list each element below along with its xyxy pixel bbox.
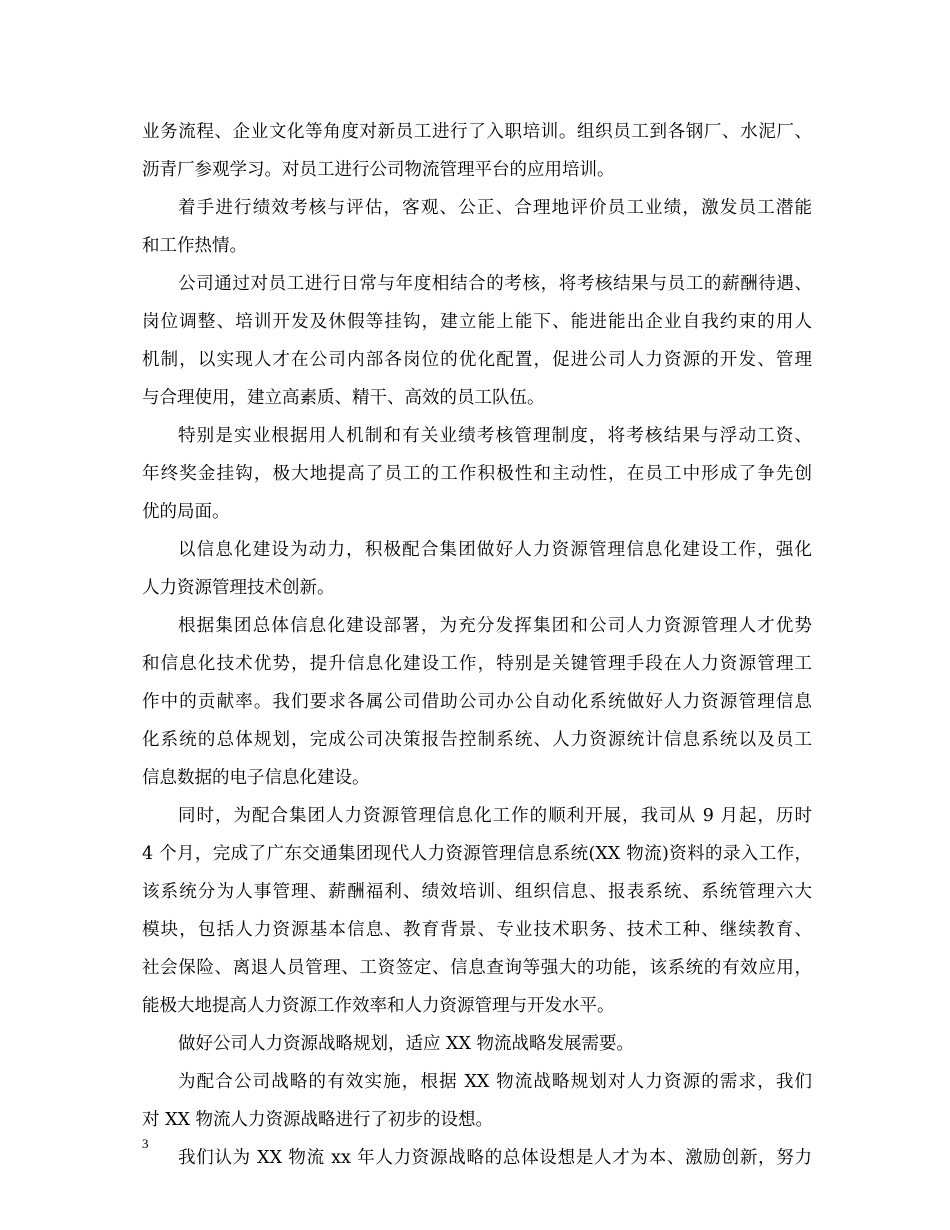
paragraph xyxy=(142,1063,812,1139)
paragraph-line: 特别是实业根据用人机制和有关业绩考核管理制度，将考核结果与浮动工资、 xyxy=(178,426,812,446)
paragraph-line: 模块，包括人力资源基本信息、教育背景、专业技术职务、技术工种、继续教育、 xyxy=(142,920,812,940)
paragraph-line: 优的局面。 xyxy=(142,502,230,522)
paragraph-line: 做好公司人力资源战略规划，适应 XX 物流战略发展需要。 xyxy=(178,1034,635,1054)
paragraph xyxy=(142,607,812,797)
paragraph-line: 年终奖金挂钩，极大地提高了员工的工作积极性和主动性，在员工中形成了争先创 xyxy=(142,464,812,484)
paragraph xyxy=(142,189,812,265)
paragraph xyxy=(142,531,812,607)
paragraph-line: 化系统的总体规划，完成公司决策报告控制系统、人力资源统计信息系统以及员工 xyxy=(142,730,812,750)
paragraph xyxy=(142,797,812,1025)
paragraph-line: 能极大地提高人力资源工作效率和人力资源管理与开发水平。 xyxy=(142,996,615,1016)
page-number: 3 xyxy=(142,1136,149,1151)
paragraph xyxy=(142,417,812,531)
document-body xyxy=(142,113,812,1177)
paragraph-line: 以信息化建设为动力，积极配合集团做好人力资源管理信息化建设工作，强化 xyxy=(178,540,812,560)
paragraph-line: 和信息化技术优势，提升信息化建设工作，特别是关键管理手段在人力资源管理工 xyxy=(142,654,812,674)
paragraph-line: 业务流程、企业文化等角度对新员工进行了入职培训。组织员工到各钢厂、水泥厂、 xyxy=(142,122,812,142)
paragraph-line: 社会保险、离退人员管理、工资签定、信息查询等强大的功能，该系统的有效应用， xyxy=(142,958,812,978)
paragraph xyxy=(142,265,812,417)
paragraph-line: 信息数据的电子信息化建设。 xyxy=(142,768,370,788)
paragraph-line: 对 XX 物流人力资源战略进行了初步的设想。 xyxy=(142,1110,494,1130)
paragraph-line: 作中的贡献率。我们要求各属公司借助公司办公自动化系统做好人力资源管理信息 xyxy=(142,692,812,712)
paragraph-line: 为配合公司战略的有效实施，根据 XX 物流战略规划对人力资源的需求，我们 xyxy=(178,1072,812,1092)
paragraph-line: 沥青厂参观学习。对员工进行公司物流管理平台的应用培训。 xyxy=(142,160,615,180)
paragraph-line: 机制，以实现人才在公司内部各岗位的优化配置，促进公司人力资源的开发、管理 xyxy=(142,350,812,370)
paragraph-line: 着手进行绩效考核与评估，客观、公正、合理地评价员工业绩，激发员工潜能 xyxy=(178,198,812,218)
paragraph-line: 4 个月，完成了广东交通集团现代人力资源管理信息系统(XX 物流)资料的录入工作， xyxy=(142,844,812,864)
paragraph xyxy=(142,1139,812,1177)
paragraph-line: 与合理使用，建立高素质、精干、高效的员工队伍。 xyxy=(142,388,545,408)
paragraph-line: 岗位调整、培训开发及休假等挂钩，建立能上能下、能进能出企业自我约束的用人 xyxy=(142,312,812,332)
paragraph-line: 我们认为 XX 物流 xx 年人力资源战略的总体设想是人才为本、激励创新，努力 xyxy=(178,1148,812,1168)
paragraph-line: 该系统分为人事管理、薪酬福利、绩效培训、组织信息、报表系统、系统管理六大 xyxy=(142,882,812,902)
paragraph-line: 根据集团总体信息化建设部署，为充分发挥集团和公司人力资源管理人才优势 xyxy=(178,616,812,636)
paragraph-line: 公司通过对员工进行日常与年度相结合的考核，将考核结果与员工的薪酬待遇、 xyxy=(178,274,812,294)
paragraph-line: 人力资源管理技术创新。 xyxy=(142,578,335,598)
paragraph xyxy=(142,113,812,189)
paragraph xyxy=(142,1025,812,1063)
paragraph-line: 同时，为配合集团人力资源管理信息化工作的顺利开展，我司从 9 月起，历时 xyxy=(178,806,812,826)
paragraph-line: 和工作热情。 xyxy=(142,236,247,256)
